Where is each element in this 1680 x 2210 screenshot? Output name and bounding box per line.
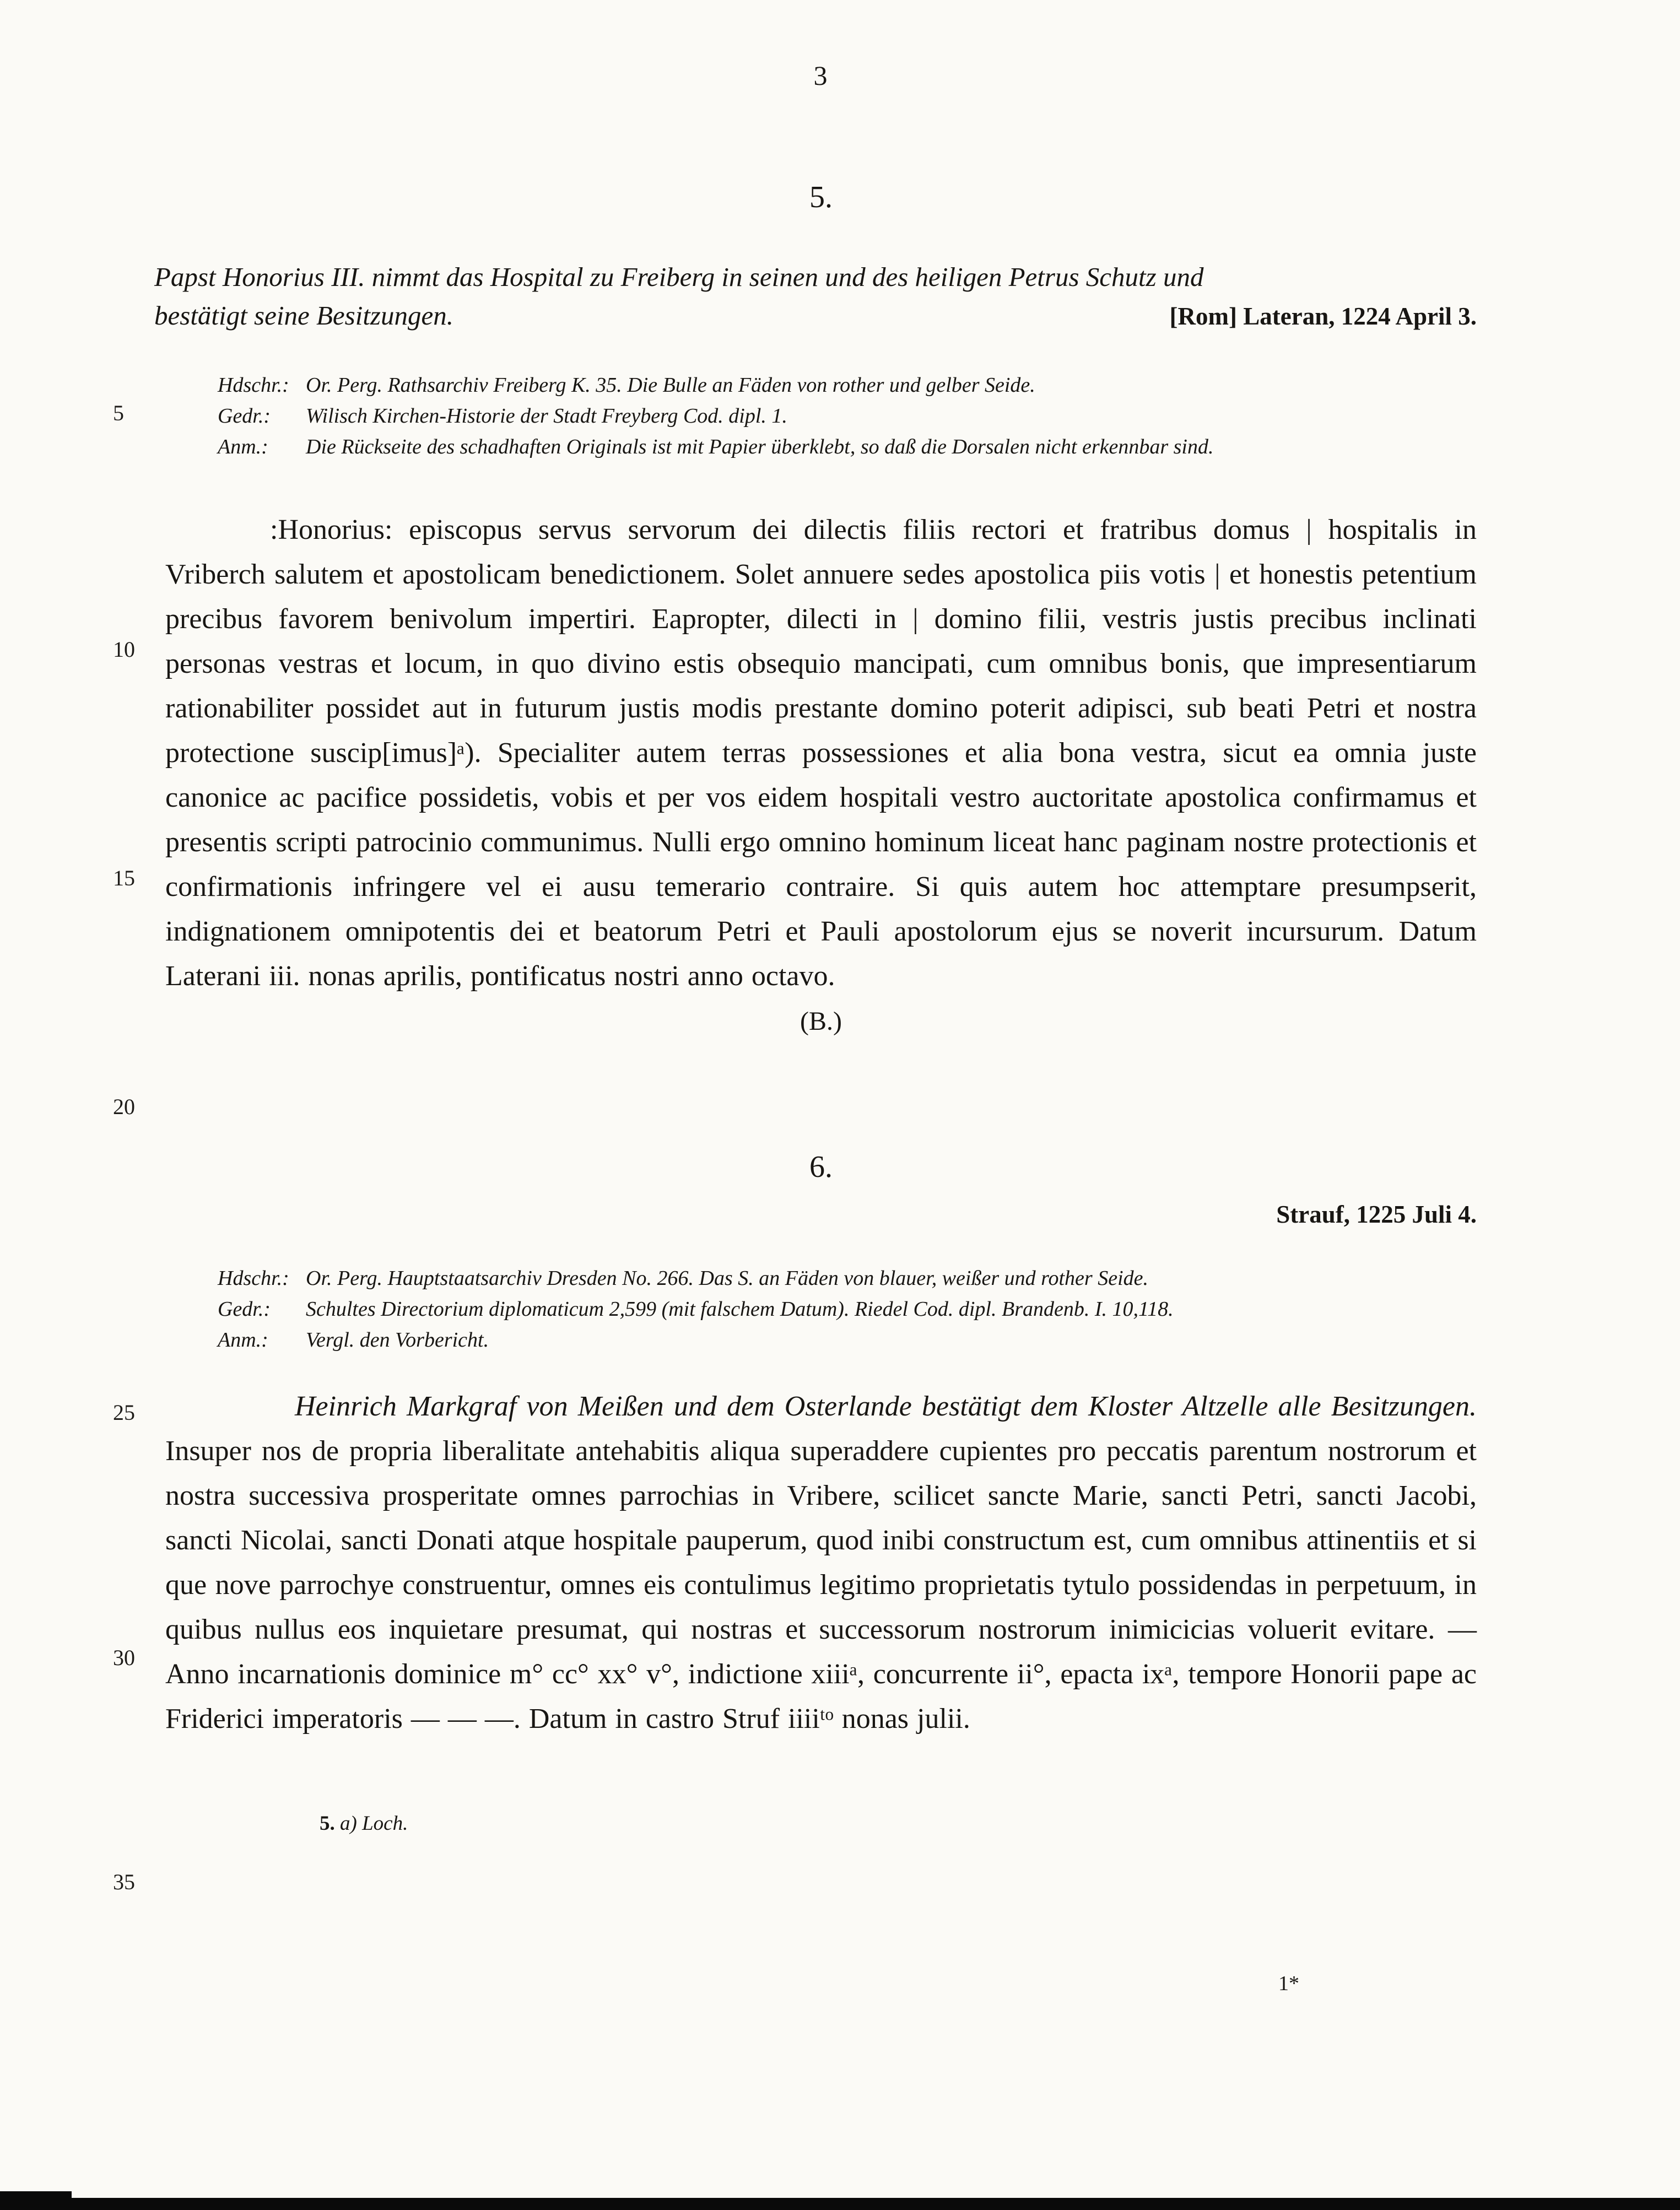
- entry-5-regest-line2: bestätigt seine Besitzungen.: [154, 300, 453, 331]
- entry-5-attribution: (B.): [800, 1007, 842, 1036]
- margin-line-number: 30: [113, 1645, 135, 1670]
- text-column: [154, 0, 1477, 1835]
- entry-5-date: [Rom] Lateran, 1224 April 3.: [1169, 302, 1477, 330]
- source-text: Vergl. den Vorbericht.: [306, 1328, 489, 1352]
- entry-6-body-text: Insuper nos de propria liberalitate antehabitis aliqua superaddere cupientes pro peccatis parentum nostrorum et nostra successiva prosperitate omnes parrochias in Vribere, scilicet sancte Marie, sancti Petri, sancti Jacobi, sancti Nicolai, sancti Donati atque hospitale pauperum, quod inibi constructum est, cum omnibus attinentiis et si que nove parrochye construentur, omnes eis contulimus legitimo proprietatis tytulo possidendas in perpetuum, in quibus nullus eos inquietare presumat, qui nostras et successorum nostrorum inimicicias voluerit evitare. — Anno incarnationis dominice m° cc° xx° v°, indictione xiiiᵃ, concurrente ii°, epacta ixᵃ, tempore Honorii pape ac Friderici imperatoris — — —. Datum in castro Struf iiiiᵗᵒ nonas julii.: [165, 1435, 1477, 1735]
- source-text: Schultes Directorium diplomaticum 2,599 (mit falschem Datum). Riedel Cod. dipl. Brandenb. I. 10,118.: [306, 1298, 1174, 1321]
- source-label: Gedr.:: [218, 1298, 271, 1321]
- source-label: Hdschr.:: [218, 1267, 289, 1290]
- page-number: 3: [813, 60, 829, 91]
- entry-6-sources: [218, 1263, 1477, 1355]
- entry-5-sources: [218, 370, 1477, 462]
- entry-5-number: 5.: [809, 180, 833, 214]
- footnote-text: a) Loch.: [340, 1812, 408, 1835]
- printers-signature-mark: 1*: [1278, 1972, 1299, 1995]
- source-label: Hdschr.:: [218, 374, 289, 397]
- entry-5-body: :Honorius: episcopus servus servorum dei dilectis filiis rectori et fratribus domus | hospitalis in Vriberch salutem et apostolicam benedictionem. Solet annuere sedes apostolica piis votis | et honestis petentium precibus favorem benivolum impertiri. Eapropter, dilecti in | domino filii, vestris justis precibus inclinati personas vestras et locum, in quo divino estis obsequio mancipati, cum omnibus bonis, que impresentiarum rationabiliter possidet aut in futurum justis modis prestante domino poterit adipisci, sub beati Petri et nostra protectione suscip[imus]ᵃ). Specialiter autem terras possessiones et alia bona vestra, sicut ea omnia juste canonice ac pacifice possidetis, vobis et per vos eidem hospitali vestro auctoritate apostolica confirmamus et presentis scripti patrocinio communimus. Nulli ergo omnino hominum liceat hanc paginam nostre protectionis et confirmationis infringere vel ei ausu temerario contraire. Si quis autem hoc attemptare presumpserit, indignationem omnipotentis dei et beatorum Petri et Pauli apostolorum ejus se noverit incursurum. Datum Laterani iii. nonas aprilis, pontificatus nostri anno octavo.: [165, 514, 1477, 992]
- source-row: [218, 401, 1477, 431]
- margin-line-number: 5: [113, 401, 124, 425]
- footnote-number: 5.: [320, 1812, 335, 1835]
- entry-5-regest: [154, 258, 1477, 336]
- source-text: Die Rückseite des schadhaften Originals ist mit Papier überklebt, so daß die Dorsalen nicht erkennbar sind.: [306, 435, 1214, 458]
- source-label: Anm.:: [218, 435, 268, 458]
- entry-6-date: Strauf, 1225 Juli 4.: [1276, 1201, 1477, 1228]
- margin-line-number: 20: [113, 1094, 135, 1119]
- margin-line-number: 15: [113, 866, 135, 890]
- source-row: [218, 1325, 1477, 1355]
- source-row: [218, 1263, 1477, 1294]
- source-text: Wilisch Kirchen-Historie der Stadt Freyberg Cod. dipl. 1.: [306, 404, 787, 428]
- source-text: Or. Perg. Hauptstaatsarchiv Dresden No. 266. Das S. an Fäden von blauer, weißer und rother Seide.: [306, 1267, 1148, 1290]
- source-text: Or. Perg. Rathsarchiv Freiberg K. 35. Die Bulle an Fäden von rother und gelber Seide.: [306, 374, 1035, 397]
- scan-edge-artifact: [0, 2191, 72, 2210]
- source-row: [218, 370, 1477, 401]
- source-row: [218, 431, 1477, 462]
- source-row: [218, 1294, 1477, 1325]
- entry-5-regest-line1: Papst Honorius III. nimmt das Hospital zu Freiberg in seinen und des heiligen Petrus Schutz und: [154, 262, 1204, 292]
- margin-line-number: 10: [113, 637, 135, 662]
- entry-5-footnote: [320, 1812, 1477, 1835]
- entry-6-regest-lead: Heinrich Markgraf von Meißen und dem Osterlande bestätigt dem Kloster Altzelle alle Besitzungen.: [295, 1391, 1477, 1422]
- margin-line-number: 35: [113, 1869, 135, 1894]
- entry-6-number: 6.: [809, 1150, 833, 1184]
- margin-line-number: 25: [113, 1400, 135, 1425]
- entry-6-body: [165, 1384, 1477, 1741]
- source-label: Anm.:: [218, 1328, 268, 1352]
- scan-edge-artifact: [0, 2198, 1680, 2210]
- source-label: Gedr.:: [218, 404, 271, 428]
